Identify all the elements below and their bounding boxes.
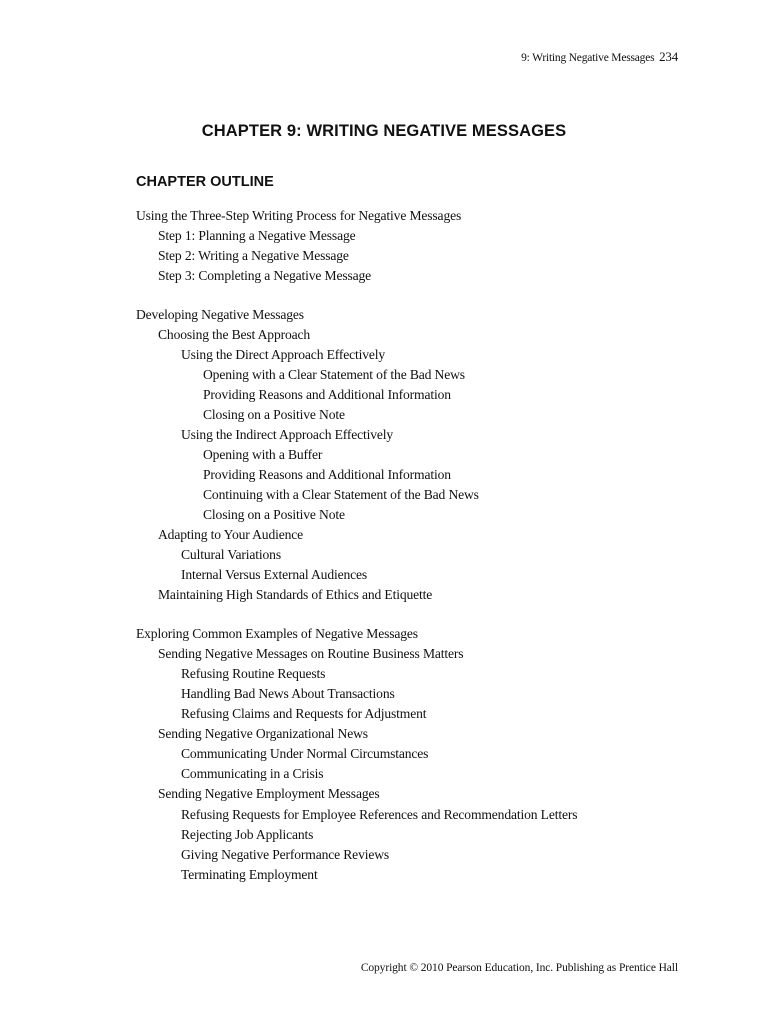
outline-item-level-1: Sending Negative Messages on Routine Business Matters	[158, 646, 464, 662]
outline-item-level-1: Step 3: Completing a Negative Message	[158, 268, 372, 284]
copyright-footer: Copyright © 2010 Pearson Education, Inc. Publishing as Prentice Hall	[360, 962, 678, 974]
outline-item-level-2: Rejecting Job Applicants	[181, 826, 314, 842]
outline-item-level-2: Communicating Under Normal Circumstances	[181, 746, 429, 762]
outline-item-level-3: Opening with a Clear Statement of the Bad News	[203, 366, 465, 382]
chapter-outline-list	[136, 206, 577, 885]
outline-item-level-1: Sending Negative Employment Messages	[158, 786, 380, 802]
outline-item-level-2: Using the Indirect Approach Effectively	[181, 427, 394, 443]
outline-spacer	[136, 286, 577, 305]
outline-item-level-2: Using the Direct Approach Effectively	[181, 346, 386, 362]
outline-item-level-3: Closing on a Positive Note	[203, 507, 345, 523]
outline-item-level-1: Step 2: Writing a Negative Message	[158, 248, 349, 264]
outline-item-level-2: Cultural Variations	[181, 547, 281, 563]
running-header	[521, 49, 678, 65]
outline-item-level-3: Opening with a Buffer	[203, 447, 323, 463]
outline-item-level-2: Refusing Requests for Employee References and Recommendation Letters	[181, 806, 578, 822]
outline-item-level-2: Refusing Routine Requests	[181, 666, 326, 682]
outline-item-level-2: Giving Negative Performance Reviews	[181, 846, 390, 862]
outline-item-level-1: Step 1: Planning a Negative Message	[158, 228, 356, 244]
page-number: 234	[659, 49, 678, 64]
outline-item-level-1: Choosing the Best Approach	[158, 326, 311, 342]
outline-spacer	[136, 605, 577, 624]
outline-item-level-3: Closing on a Positive Note	[203, 407, 345, 423]
running-header-title: 9: Writing Negative Messages	[521, 52, 655, 64]
outline-item-level-2: Terminating Employment	[181, 866, 318, 882]
outline-item-level-1: Adapting to Your Audience	[158, 527, 304, 543]
outline-item-level-3: Providing Reasons and Additional Information	[203, 386, 451, 402]
outline-item-level-1: Sending Negative Organizational News	[158, 726, 368, 742]
outline-item-level-2: Refusing Claims and Requests for Adjustment	[181, 706, 427, 722]
outline-item-level-2: Handling Bad News About Transactions	[181, 686, 395, 702]
outline-item-level-0: Using the Three-Step Writing Process for Negative Messages	[136, 208, 462, 223]
outline-item-level-0: Exploring Common Examples of Negative Messages	[136, 626, 418, 642]
outline-item-level-3: Continuing with a Clear Statement of the Bad News	[203, 487, 479, 503]
chapter-title: CHAPTER 9: WRITING NEGATIVE MESSAGES	[201, 122, 567, 140]
outline-item-level-1: Maintaining High Standards of Ethics and Etiquette	[158, 587, 433, 603]
outline-item-level-3: Providing Reasons and Additional Information	[203, 467, 451, 483]
outline-item-level-2: Communicating in a Crisis	[181, 766, 324, 782]
outline-heading: CHAPTER OUTLINE	[136, 174, 274, 190]
outline-item-level-0: Developing Negative Messages	[136, 306, 304, 322]
outline-item-level-2: Internal Versus External Audiences	[181, 567, 368, 583]
